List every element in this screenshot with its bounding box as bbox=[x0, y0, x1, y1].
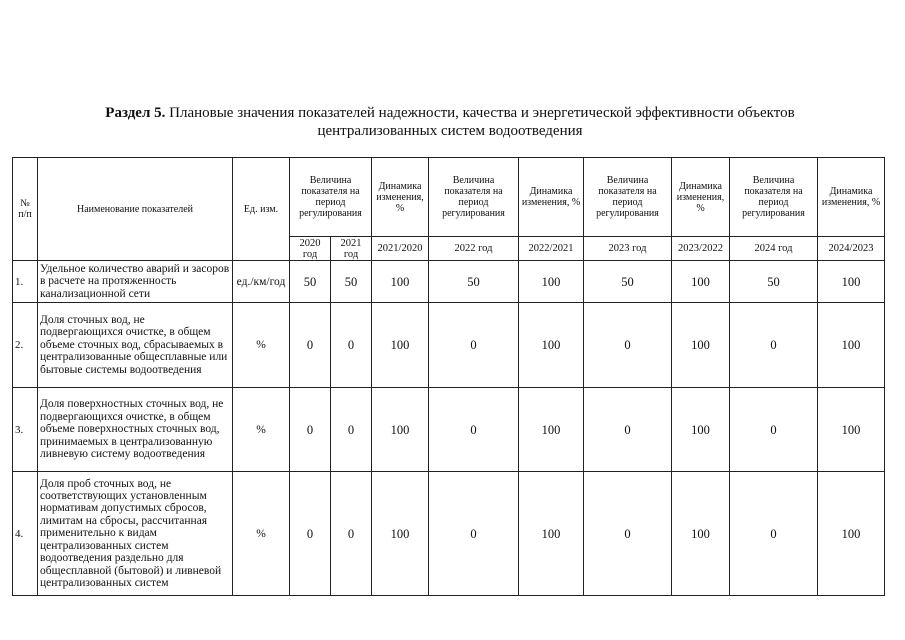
row-number: 1. bbox=[13, 261, 38, 303]
ratio-2022-2021: 2022/2021 bbox=[519, 237, 584, 261]
value-2024: 0 bbox=[730, 472, 818, 596]
value-2021: 50 bbox=[331, 261, 372, 303]
section-label: Раздел 5. bbox=[105, 105, 166, 121]
dynamics-2023: 100 bbox=[672, 303, 730, 388]
dynamics-2021: 100 bbox=[372, 472, 429, 596]
value-2022: 50 bbox=[429, 261, 519, 303]
value-2020: 0 bbox=[290, 472, 331, 596]
value-2024: 0 bbox=[730, 388, 818, 472]
col-header-dynamics-2023: Динамика изменения, % bbox=[672, 158, 730, 237]
dynamics-2022: 100 bbox=[519, 388, 584, 472]
dynamics-2022: 100 bbox=[519, 261, 584, 303]
dynamics-2022: 100 bbox=[519, 303, 584, 388]
indicator-name: Удельное количество аварий и засоров в расчете на протяженность канализационной сети bbox=[38, 261, 233, 303]
value-2021: 0 bbox=[331, 303, 372, 388]
ratio-2023-2022: 2023/2022 bbox=[672, 237, 730, 261]
dynamics-2024: 100 bbox=[818, 303, 885, 388]
col-header-dynamics-2022: Динамика изменения, % bbox=[519, 158, 584, 237]
year-2024: 2024 год bbox=[730, 237, 818, 261]
value-2023: 0 bbox=[584, 472, 672, 596]
indicator-name: Доля сточных вод, не подвергающихся очистке, в общем объеме сточных вод, сбрасываемых в централизованные общесплавные или бытовые системы водоотведения bbox=[38, 303, 233, 388]
ratio-2021-2020: 2021/2020 bbox=[372, 237, 429, 261]
indicator-unit: % bbox=[233, 388, 290, 472]
value-2023: 50 bbox=[584, 261, 672, 303]
row-number: 4. bbox=[13, 472, 38, 596]
row-number: 2. bbox=[13, 303, 38, 388]
ratio-2024-2023: 2024/2023 bbox=[818, 237, 885, 261]
value-2024: 0 bbox=[730, 303, 818, 388]
col-header-unit: Ед. изм. bbox=[233, 158, 290, 261]
table-row bbox=[13, 303, 885, 388]
year-2021: 2021 год bbox=[331, 237, 372, 261]
col-header-num: № п/п bbox=[13, 158, 38, 261]
year-2022: 2022 год bbox=[429, 237, 519, 261]
dynamics-2022: 100 bbox=[519, 472, 584, 596]
table-row bbox=[13, 472, 885, 596]
dynamics-2023: 100 bbox=[672, 472, 730, 596]
year-2023: 2023 год bbox=[584, 237, 672, 261]
indicator-name: Доля проб сточных вод, не соответствующих установленным нормативам допустимых сбросов, лимитам на сбросы, рассчитанная применительно к видам централизованных систем водоотведения раздельно для общесплавной (бытовой) и ливневой централизованных систем bbox=[38, 472, 233, 596]
indicator-unit: % bbox=[233, 472, 290, 596]
dynamics-2021: 100 bbox=[372, 303, 429, 388]
dynamics-2023: 100 bbox=[672, 261, 730, 303]
col-header-value-2023: Величина показателя на период регулирования bbox=[584, 158, 672, 237]
table-row bbox=[13, 388, 885, 472]
col-header-value-2022: Величина показателя на период регулирования bbox=[429, 158, 519, 237]
value-2020: 0 bbox=[290, 388, 331, 472]
value-2020: 0 bbox=[290, 303, 331, 388]
value-2020: 50 bbox=[290, 261, 331, 303]
value-2024: 50 bbox=[730, 261, 818, 303]
col-header-name: Наименование показателей bbox=[38, 158, 233, 261]
dynamics-2024: 100 bbox=[818, 388, 885, 472]
value-2021: 0 bbox=[331, 388, 372, 472]
value-2023: 0 bbox=[584, 303, 672, 388]
dynamics-2024: 100 bbox=[818, 472, 885, 596]
section-title-line1: Плановые значения показателей надежности, качества и энергетической эффективности объектов bbox=[169, 105, 795, 121]
indicator-unit: % bbox=[233, 303, 290, 388]
value-2022: 0 bbox=[429, 388, 519, 472]
col-header-dynamics-2024: Динамика изменения, % bbox=[818, 158, 885, 237]
value-2023: 0 bbox=[584, 388, 672, 472]
indicator-name: Доля поверхностных сточных вод, не подвергающихся очистке, в общем объеме поверхностных сточных вод, принимаемых в централизованную ливневую систему водоотведения bbox=[38, 388, 233, 472]
col-header-value-2021: Величина показателя на период регулирования bbox=[290, 158, 372, 237]
header-row bbox=[13, 158, 885, 237]
section-title bbox=[60, 104, 840, 140]
value-2022: 0 bbox=[429, 303, 519, 388]
row-number: 3. bbox=[13, 388, 38, 472]
indicators-table bbox=[12, 157, 885, 596]
value-2022: 0 bbox=[429, 472, 519, 596]
year-2020: 2020 год bbox=[290, 237, 331, 261]
indicator-unit: ед./км/год bbox=[233, 261, 290, 303]
table-row bbox=[13, 261, 885, 303]
dynamics-2023: 100 bbox=[672, 388, 730, 472]
dynamics-2021: 100 bbox=[372, 261, 429, 303]
value-2021: 0 bbox=[331, 472, 372, 596]
dynamics-2024: 100 bbox=[818, 261, 885, 303]
col-header-value-2024: Величина показателя на период регулирования bbox=[730, 158, 818, 237]
section-title-line2: централизованных систем водоотведения bbox=[317, 123, 583, 139]
dynamics-2021: 100 bbox=[372, 388, 429, 472]
col-header-dynamics-2021: Динамика изменения, % bbox=[372, 158, 429, 237]
